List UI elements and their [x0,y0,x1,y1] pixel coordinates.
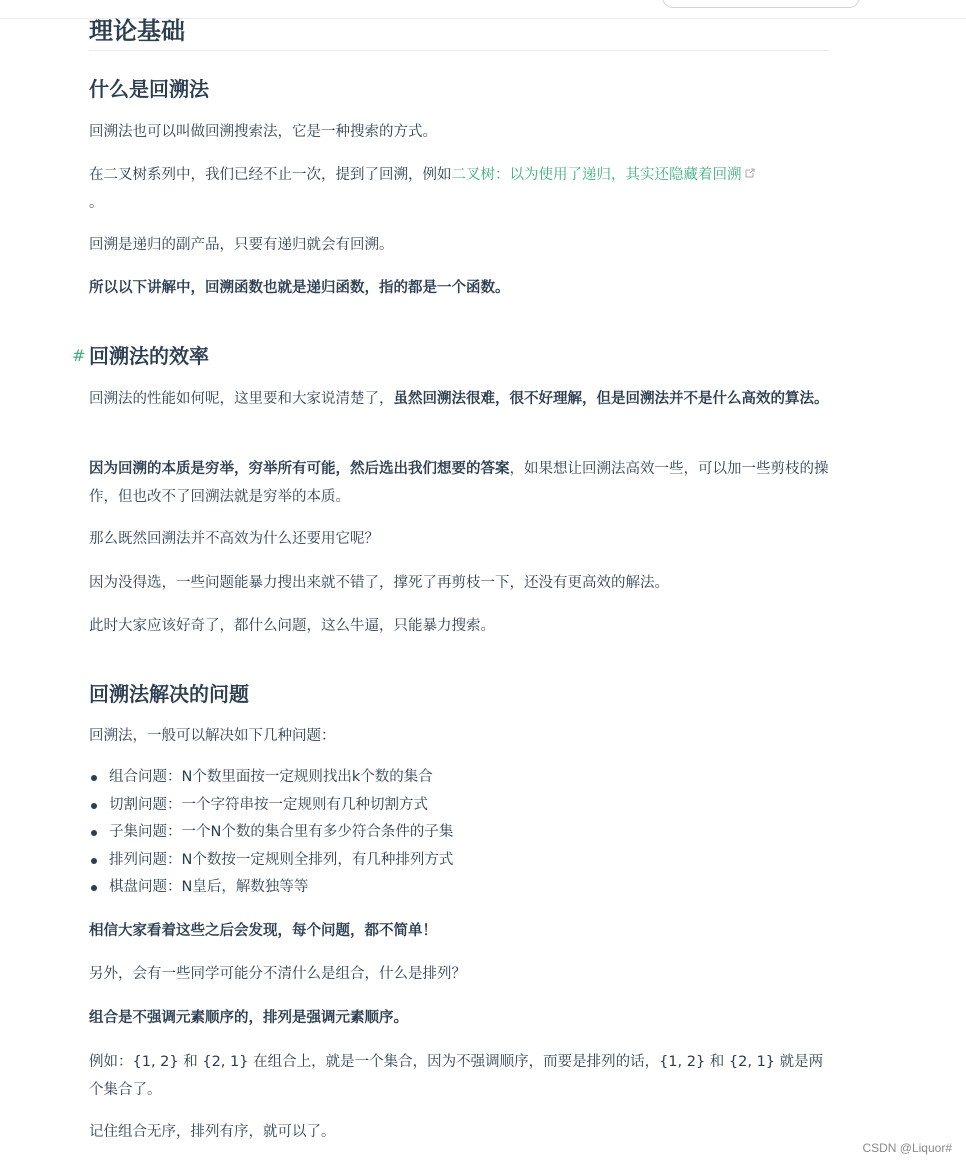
paragraph-with-link: 在二叉树系列中，我们已经不止一次，提到了回溯，例如二叉树：以为使用了递归，其实还隐藏着回溯 。 [89,161,829,217]
paragraph: 另外，会有一些同学可能分不清什么是组合，什么是排列？ [89,966,466,982]
paragraph: 因为回溯的本质是穷举，穷举所有可能，然后选出我们想要的答案，如果想让回溯法高效一些，可以加一些剪枝的操作，但也改不了回溯法就是穷举的本质。 [89,461,829,505]
search-input[interactable] [662,0,860,8]
bullet-icon [91,885,97,891]
bold-paragraph: 组合是不强调元素顺序的，排列是强调元素顺序。 [89,1010,408,1026]
external-link-icon [745,168,755,178]
bold-paragraph: 所以以下讲解中，回溯函数也就是递归函数，指的都是一个函数。 [89,280,510,296]
csdn-watermark: CSDN @Liquor# [862,1141,952,1155]
bullet-icon [91,858,97,864]
paragraph: 回溯法的性能如何呢，这里要和大家说清楚了，虽然回溯法很难，很不好理解，但是回溯法并不是什么高效的算法。 [89,391,829,407]
bold-paragraph: 相信大家看着这些之后会发现，每个问题，都不简单！ [89,923,437,939]
bullet-icon [91,803,97,809]
list-item: 子集问题：一个N个数的集合里有多少符合条件的子集 [89,819,829,847]
binary-tree-article-link[interactable]: 二叉树：以为使用了递归，其实还隐藏着回溯 [452,167,755,183]
paragraph: 回溯法，一般可以解决如下几种问题： [89,728,336,744]
list-item: 排列问题：N个数按一定规则全排列，有几种排列方式 [89,847,829,875]
paragraph: 记住组合无序，排列有序，就可以了。 [89,1124,336,1140]
paragraph: 回溯是递归的副产品，只要有递归就会有回溯。 [89,237,394,253]
section-heading-efficiency: # 回溯法的效率 [89,341,209,371]
problem-list [89,764,829,902]
list-item: 组合问题：N个数里面按一定规则找出k个数的集合 [89,764,829,792]
section-heading-what-is-backtracking: 什么是回溯法 [89,77,209,101]
page-title: 理论基础 [89,14,829,51]
paragraph: 因为没得选，一些问题能暴力搜出来就不错了，撑死了再剪枝一下，还没有更高效的解法。 [89,575,669,591]
header-anchor-link[interactable]: # [72,346,86,365]
paragraph: 例如：{1, 2} 和 {2, 1} 在组合上，就是一个集合，因为不强调顺序，而要是排列的话，{1, 2} 和 {2, 1} 就是两个集合了。 [89,1054,824,1098]
list-item: 切割问题：一个字符串按一定规则有几种切割方式 [89,792,829,820]
bullet-icon [91,775,97,781]
paragraph: 回溯法也可以叫做回溯搜索法，它是一种搜索的方式。 [89,124,437,140]
paragraph: 此时大家应该好奇了，都什么问题，这么牛逼，只能暴力搜索。 [89,618,495,634]
section-heading-problems-solved: 回溯法解决的问题 [89,682,249,706]
paragraph: 那么既然回溯法并不高效为什么还要用它呢？ [89,531,379,547]
list-item: 棋盘问题：N皇后，解数独等等 [89,874,829,902]
bullet-icon [91,830,97,836]
